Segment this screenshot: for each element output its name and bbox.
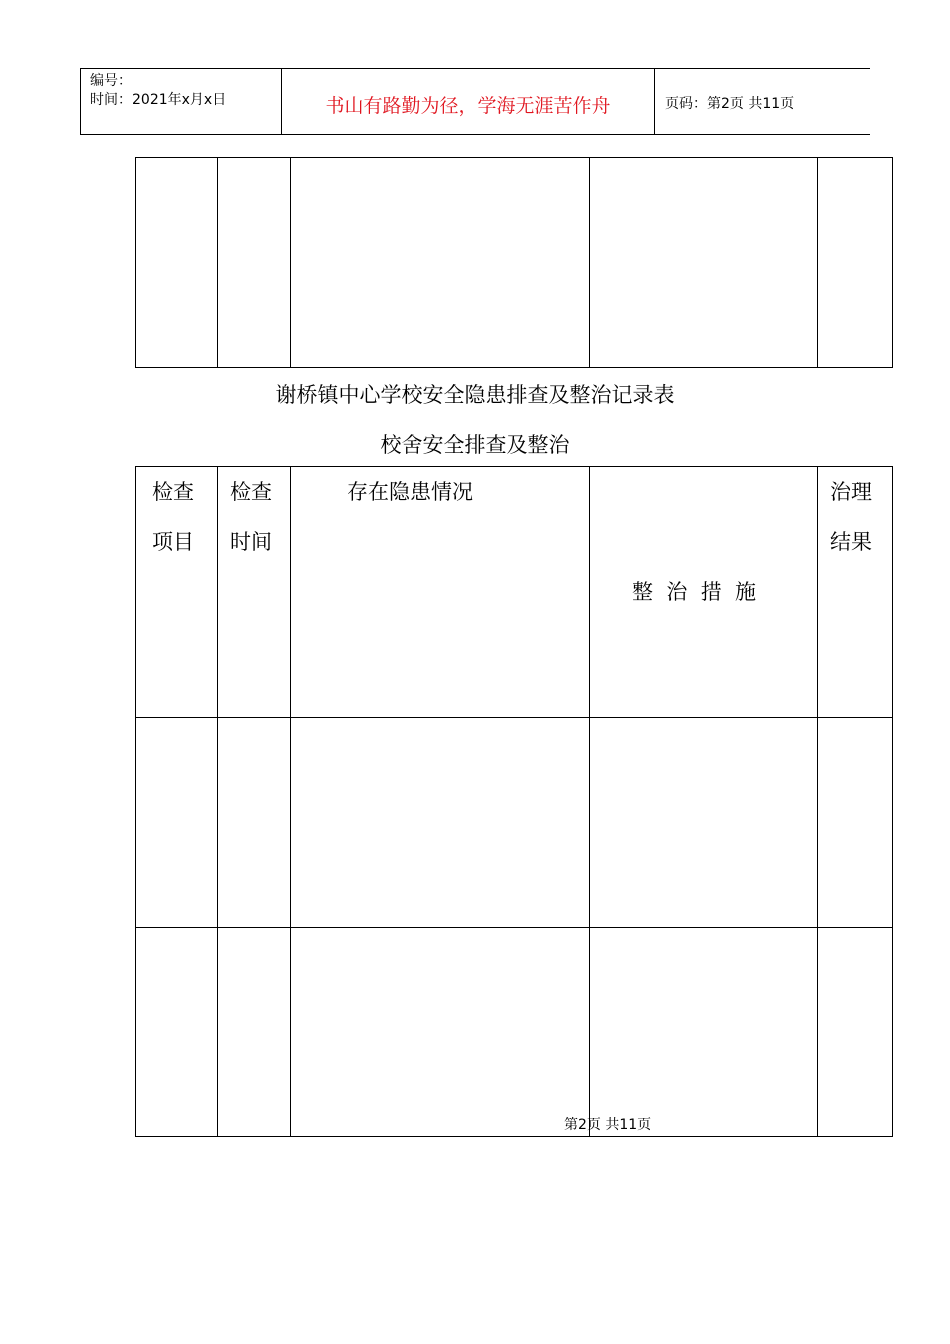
- table-cell: [818, 718, 893, 928]
- table-cell: [136, 928, 218, 1137]
- header-cell-inspection-time: 检查 时间: [218, 467, 291, 718]
- table-cell: [291, 158, 590, 368]
- header-slogan: 书山有路勤为径，学海无涯苦作舟: [325, 95, 611, 117]
- table-cell: [218, 158, 291, 368]
- table-cell: [136, 718, 218, 928]
- table-cell: [136, 158, 218, 368]
- header-cell-inspection-item: 检查 项目: [136, 467, 218, 718]
- table-cell: [291, 928, 590, 1137]
- inspection-table: [135, 466, 893, 1137]
- header-cell-measures: 整 治 措 施: [590, 467, 818, 718]
- page-footer: 第2页 共11页: [564, 1117, 652, 1133]
- section-title: 校舍安全排查及整治: [380, 433, 570, 457]
- table-cell: [218, 718, 291, 928]
- table-cell: [291, 718, 590, 928]
- header-cell-hazards: 存在隐患情况: [291, 467, 590, 718]
- table-row: [136, 718, 893, 928]
- table-row: [136, 928, 893, 1137]
- table-cell: [218, 928, 291, 1137]
- table-cell: [818, 928, 893, 1137]
- table-cell: [818, 158, 893, 368]
- table-header-row: [136, 467, 893, 718]
- table-cell: [590, 718, 818, 928]
- header-page-indicator: 页码：第2页 共11页: [665, 96, 795, 112]
- table-cell: [590, 158, 818, 368]
- header-page-cell: [655, 69, 870, 134]
- document-title: 谢桥镇中心学校安全隐患排查及整治记录表: [275, 383, 675, 407]
- table-cell: [590, 928, 818, 1137]
- document-date: 时间：2021年x月x日: [90, 92, 227, 108]
- document-code-label: 编号：: [90, 73, 132, 89]
- header-meta-cell: [81, 69, 282, 134]
- header-slogan-cell: [282, 69, 655, 134]
- continuation-table: [135, 157, 893, 368]
- header-cell-result: 治理 结果: [818, 467, 893, 718]
- page-header: [80, 68, 870, 135]
- table-row: [136, 158, 893, 368]
